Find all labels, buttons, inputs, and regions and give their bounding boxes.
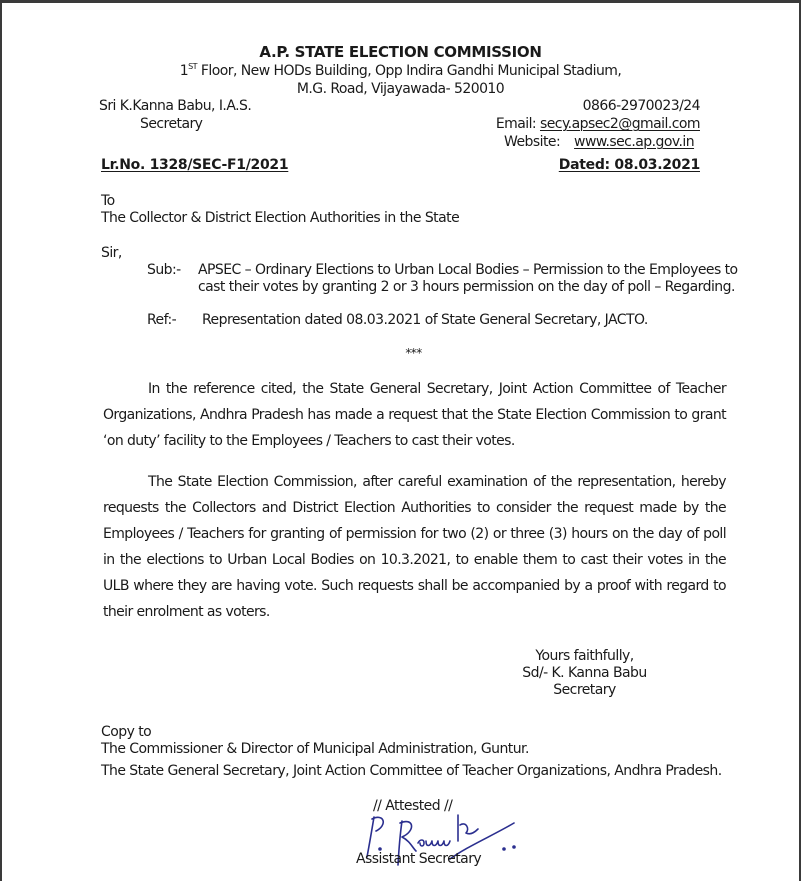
subject-line-2: cast their votes by granting 2 or 3 hours permission on the day of poll – Regarding. bbox=[198, 279, 735, 295]
section-separator: *** bbox=[405, 346, 422, 360]
sender-title: Secretary bbox=[140, 116, 203, 132]
website-row bbox=[504, 133, 694, 151]
signed-by: Sd/- K. Kanna Babu bbox=[522, 665, 647, 681]
website-label: Website: bbox=[504, 134, 561, 150]
body-paragraph-1 bbox=[103, 376, 726, 454]
body-paragraph-1-text: In the reference cited, the State General Secretary, Joint Action Committee of Teacher Organizations, Andhra Pradesh has made a request that the State Election Commission to grant ‘on duty’ facility to the Employees / Teachers to cast their votes. bbox=[103, 381, 726, 449]
sender-name: Sri K.Kanna Babu, I.A.S. bbox=[99, 98, 252, 114]
address-floor-number: 1 bbox=[179, 63, 189, 79]
salutation: Sir, bbox=[101, 245, 122, 261]
subject-label: Sub:- bbox=[147, 262, 181, 278]
email-link[interactable]: secy.apsec2@gmail.com bbox=[539, 116, 700, 132]
email-label: Email: bbox=[495, 116, 537, 132]
phone-number: 0866-2970023/24 bbox=[582, 98, 700, 114]
to-label: To bbox=[101, 193, 115, 209]
valediction: Yours faithfully, bbox=[535, 648, 634, 664]
copy-to-recipient: The State General Secretary, Joint Action Committee of Teacher Organizations, Andhra Pradesh. bbox=[101, 763, 722, 779]
attestation-signatory-title: Assistant Secretary bbox=[356, 851, 482, 867]
address-line-2: M.G. Road, Vijayawada- 520010 bbox=[296, 81, 505, 97]
address-line-1-text: Floor, New HODs Building, Opp Indira Gandhi Municipal Stadium, bbox=[196, 63, 622, 79]
copy-to-recipient: The Commissioner & Director of Municipal Administration, Guntur. bbox=[101, 741, 529, 757]
website-link[interactable]: www.sec.ap.gov.in bbox=[574, 134, 695, 150]
subject-line-1: APSEC – Ordinary Elections to Urban Local Bodies – Permission to the Employees to bbox=[198, 262, 738, 278]
body-paragraph-2 bbox=[103, 469, 726, 625]
body-paragraph-2-text: The State Election Commission, after careful examination of the representation, hereby requests the Collectors and District Election Authorities to consider the request made by the Employees / Teachers for granting of permission for two (2) or three (3) hours on the day of poll in the elections to Urban Local Bodies on 10.3.2021, to enable them to cast their votes in the ULB where they are having vote. Such requests shall be accompanied by a proof with regard to their enrolment as voters. bbox=[103, 474, 726, 620]
address-floor-suffix: ST bbox=[188, 62, 197, 71]
recipient: The Collector & District Election Authorities in the State bbox=[101, 210, 460, 226]
email-row bbox=[496, 115, 700, 133]
closing-title: Secretary bbox=[553, 682, 616, 698]
ref-label: Ref:- bbox=[147, 312, 177, 328]
letter-date: Dated: 08.03.2021 bbox=[558, 157, 700, 173]
letter-number: Lr.No. 1328/SEC-F1/2021 bbox=[101, 157, 289, 173]
attested-label: // Attested // bbox=[373, 798, 453, 814]
address-line-1 bbox=[2, 62, 799, 80]
org-name: A.P. STATE ELECTION COMMISSION bbox=[259, 43, 542, 61]
ref-text: Representation dated 08.03.2021 of State General Secretary, JACTO. bbox=[202, 312, 648, 328]
copy-to-label: Copy to bbox=[101, 724, 152, 740]
